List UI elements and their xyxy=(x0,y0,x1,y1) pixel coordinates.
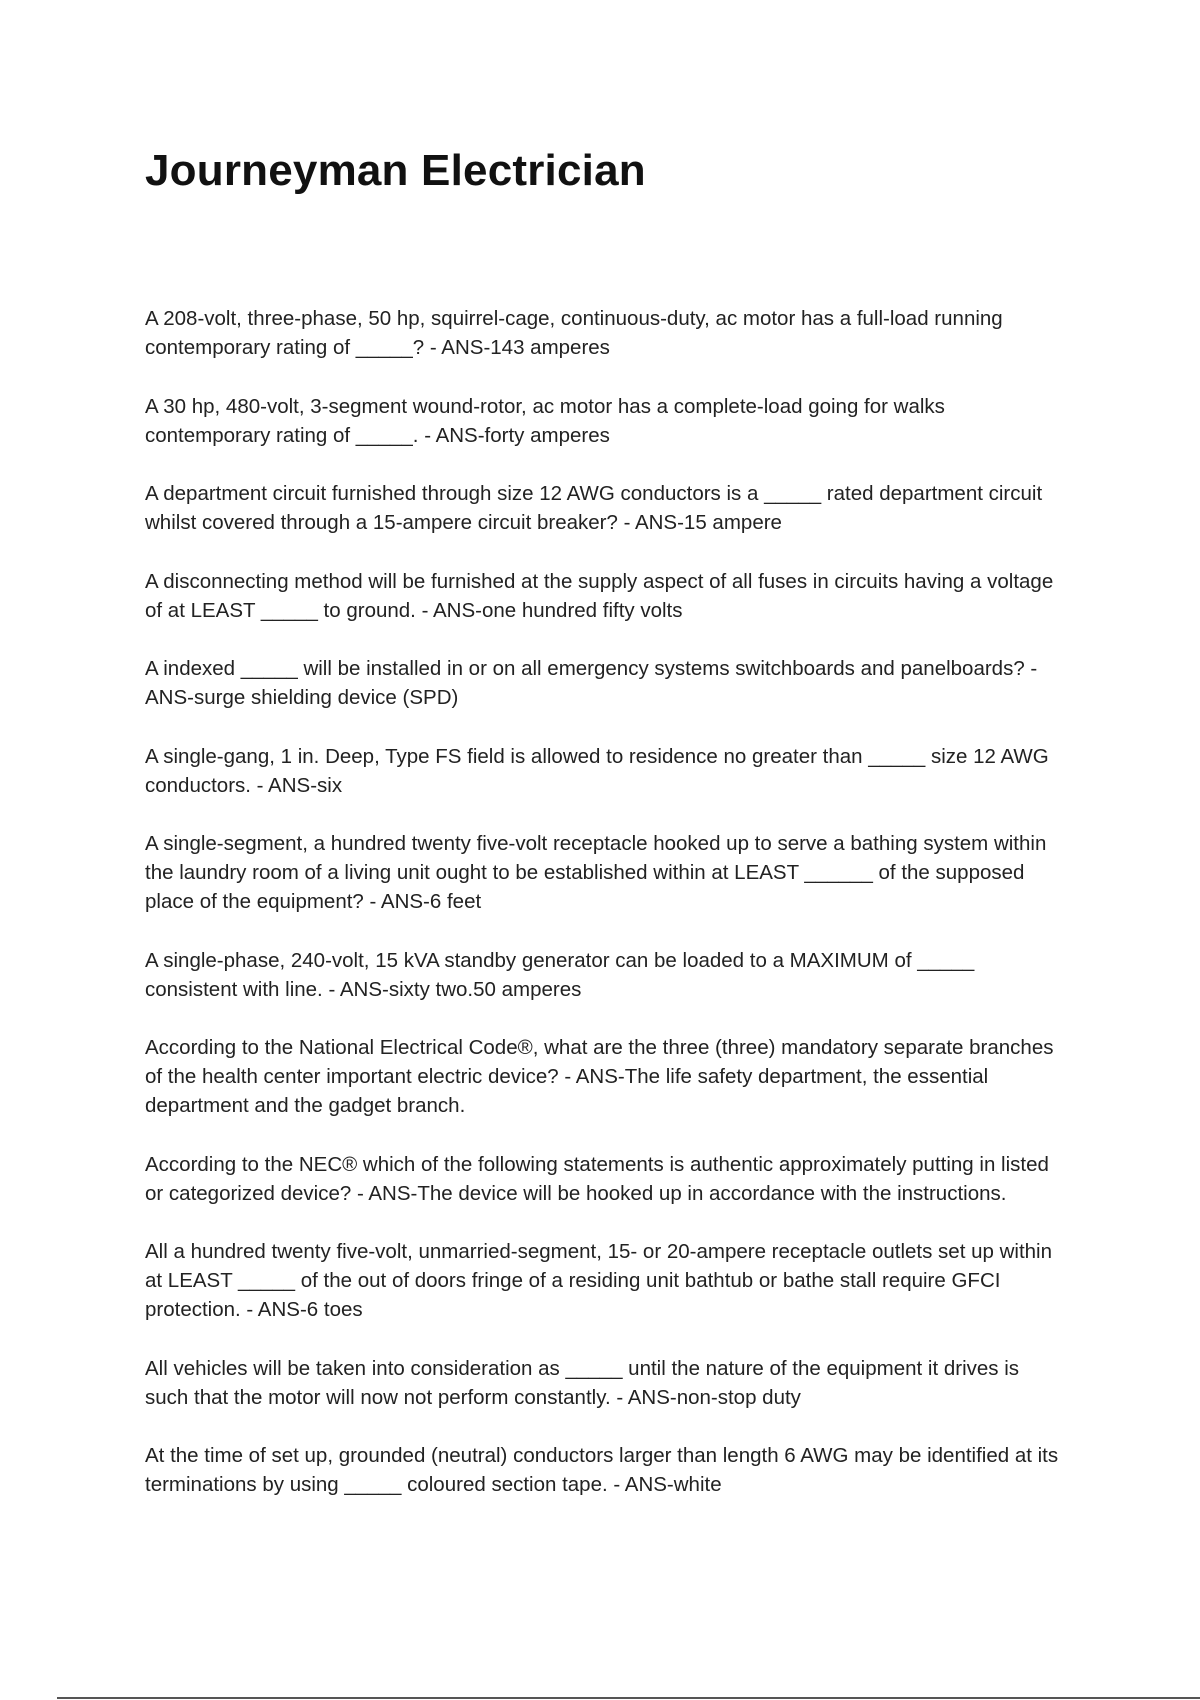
question-list xyxy=(145,304,1060,1529)
question-item: At the time of set up, grounded (neutral) conductors larger than length 6 AWG may be identified at its terminations by using _____ coloured section tape. - ANS-white xyxy=(145,1444,1059,1496)
question-item: A department circuit furnished through size 12 AWG conductors is a _____ rated department circuit whilst covered through a 15-ampere circuit breaker? - ANS-15 ampere xyxy=(145,482,1043,534)
question-item: A 208-volt, three-phase, 50 hp, squirrel-cage, continuous-duty, ac motor has a full-load running contemporary rating of _____? - ANS-143 amperes xyxy=(145,307,1003,359)
page-title: Journeyman Electrician xyxy=(145,146,646,195)
question-item: A single-gang, 1 in. Deep, Type FS field is allowed to residence no greater than _____ size 12 AWG conductors. - ANS-six xyxy=(145,744,1049,797)
question-item: A indexed _____ will be installed in or on all emergency systems switchboards and panelboards? - ANS-surge shielding device (SPD) xyxy=(145,657,1038,709)
question-item: All vehicles will be taken into consideration as _____ until the nature of the equipment it drives is such that the motor will now not perform constantly. - ANS-non-stop duty xyxy=(145,1356,1020,1409)
question-item: A 30 hp, 480-volt, 3-segment wound-rotor, ac motor has a complete-load going for walks contemporary rating of _____. - ANS-forty amperes xyxy=(145,394,945,447)
question-item: A single-segment, a hundred twenty five-volt receptacle hooked up to serve a bathing system within the laundry room of a living unit ought to be established within at LEAST ______ of the supposed place of the equipment? - ANS-6 feet xyxy=(145,832,1047,913)
question-item: All a hundred twenty five-volt, unmarried-segment, 15- or 20-ampere receptacle outlets set up within at LEAST _____ of the out of doors fringe of a residing unit bathtub or bathe stall require GFCI protection. - ANS-6 toes xyxy=(145,1240,1053,1321)
footer-divider xyxy=(57,1697,1200,1699)
question-item: A single-phase, 240-volt, 15 kVA standby generator can be loaded to a MAXIMUM of _____ consistent with line. - ANS-sixty two.50 amperes xyxy=(145,948,975,1001)
question-item: According to the National Electrical Code®, what are the three (three) mandatory separate branches of the health center important electric device? - ANS-The life safety department, the essential department and the gadget branch. xyxy=(145,1036,1054,1117)
question-item: A disconnecting method will be furnished at the supply aspect of all fuses in circuits having a voltage of at LEAST _____ to ground. - ANS-one hundred fifty volts xyxy=(145,569,1054,622)
question-item: According to the NEC® which of the following statements is authentic approximately putting in listed or categorized device? - ANS-The device will be hooked up in accordance with the instructions. xyxy=(145,1152,1049,1205)
